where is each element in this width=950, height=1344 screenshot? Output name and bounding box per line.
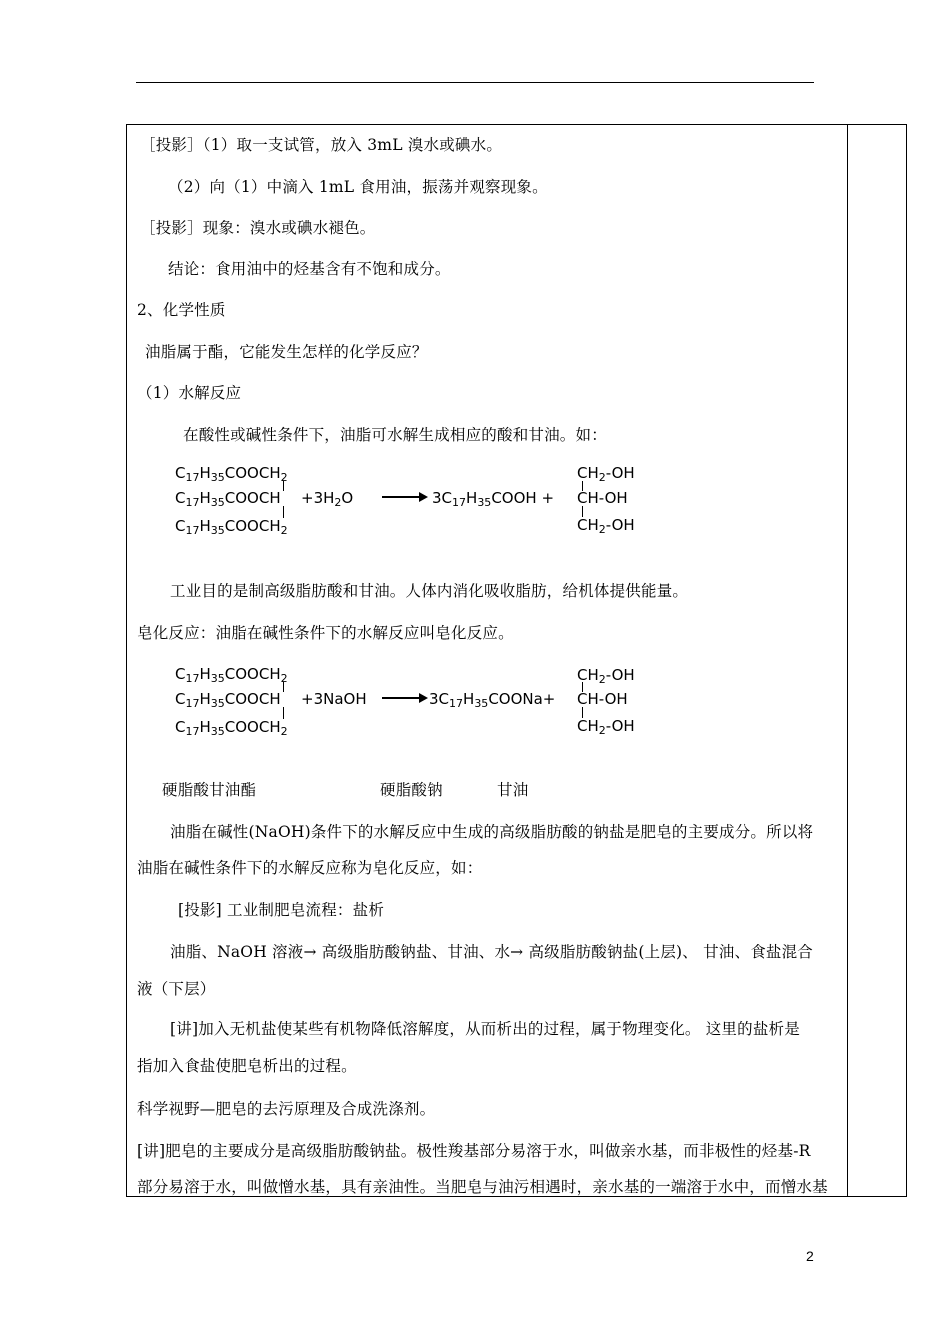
text-line: 油脂属于酯，它能发生怎样的化学反应？: [145, 343, 428, 361]
section-heading: 2、化学性质: [137, 301, 226, 319]
water-term: $+3H_2O$: [301, 489, 354, 509]
reactant-row-2: $C_{17}H_{35}COOCH$: [175, 489, 281, 509]
text-line: 液（下层）: [137, 980, 216, 998]
text-line: 油脂、NaOH 溶液→ 高级脂肪酸钠盐、甘油、水→ 高级脂肪酸钠盐(上层)、 甘油、食盐混合: [170, 943, 814, 961]
sub-heading: （1）水解反应: [137, 384, 242, 402]
text-line: ［投影］（1）取一支试管，放入 3mL 溴水或碘水。: [140, 136, 503, 154]
text-line: 在酸性或碱性条件下，油脂可水解生成相应的酸和甘油。如：: [183, 426, 607, 444]
text-line: 油脂在碱性(NaOH)条件下的水解反应中生成的高级脂肪酸的钠盐是肥皂的主要成分。所以将: [170, 823, 814, 841]
reactant-row-3: $C_{17}H_{35}COOCH_2$: [175, 517, 288, 537]
glycerol-row-3: $CH_2-OH$: [577, 717, 635, 737]
bond-line: [582, 481, 583, 491]
glycerol-row-1: $CH_2-OH$: [577, 464, 635, 484]
label-sodium-stearate: 硬脂酸钠: [380, 781, 443, 799]
text-line: 科学视野—肥皂的去污原理及合成洗涤剂。: [137, 1100, 436, 1118]
text-line: 皂化反应：油脂在碱性条件下的水解反应叫皂化反应。: [137, 624, 514, 642]
label-tristearin: 硬脂酸甘油酯: [162, 781, 257, 799]
reaction-arrow: [382, 697, 422, 699]
page-number: 2: [806, 1248, 814, 1264]
glycerol-row-3: $CH_2-OH$: [577, 516, 635, 536]
text-line: 指加入食盐使肥皂析出的过程。: [137, 1057, 357, 1075]
bond-line: [283, 682, 284, 692]
bond-line: [283, 506, 284, 518]
glycerol-row-2: CH-OH: [577, 489, 628, 507]
text-line: [讲]肥皂的主要成分是高级脂肪酸钠盐。极性羧基部分易溶于水，叫做亲水基，而非极性的烃基-R: [137, 1142, 811, 1160]
bond-line: [582, 682, 583, 692]
glycerol-row-2: CH-OH: [577, 690, 628, 708]
table-column-divider: [847, 124, 848, 1197]
bond-line: [582, 506, 583, 517]
text-line: 结论：食用油中的烃基含有不饱和成分。: [168, 260, 451, 278]
reactant-row-2: $C_{17}H_{35}COOCH$: [175, 690, 281, 710]
bond-line: [283, 481, 284, 491]
text-line: 油脂在碱性条件下的水解反应称为皂化反应，如：: [137, 859, 483, 877]
product-acid: $3C_{17}H_{35}COOH$ +: [432, 489, 555, 509]
reactant-row-1: $C_{17}H_{35}COOCH_2$: [175, 464, 288, 484]
label-glycerol: 甘油: [497, 781, 529, 799]
header-rule: [136, 82, 814, 83]
reactant-row-1: $C_{17}H_{35}COOCH_2$: [175, 665, 288, 685]
text-line: ［投影］现象：溴水或碘水褪色。: [140, 219, 376, 237]
text-line: [投影] 工业制肥皂流程：盐析: [178, 901, 385, 919]
bond-line: [283, 707, 284, 719]
reaction-arrow: [382, 496, 422, 498]
text-line: [讲]加入无机盐使某些有机物降低溶解度，从而析出的过程，属于物理变化。 这里的盐析是: [170, 1020, 800, 1038]
product-soap: $3C_{17}H_{35}COONa+$: [429, 690, 556, 710]
naoh-term: +3NaOH: [301, 690, 367, 708]
glycerol-row-1: $CH_2-OH$: [577, 666, 635, 686]
text-line: （2）向（1）中滴入 1mL 食用油，振荡并观察现象。: [168, 178, 548, 196]
text-line: 部分易溶于水，叫做憎水基，具有亲油性。当肥皂与油污相遇时，亲水基的一端溶于水中，而憎水基: [137, 1178, 828, 1196]
text-line: 工业目的是制高级脂肪酸和甘油。人体内消化吸收脂肪，给机体提供能量。: [170, 582, 689, 600]
reactant-row-3: $C_{17}H_{35}COOCH_2$: [175, 718, 288, 738]
bond-line: [582, 707, 583, 718]
